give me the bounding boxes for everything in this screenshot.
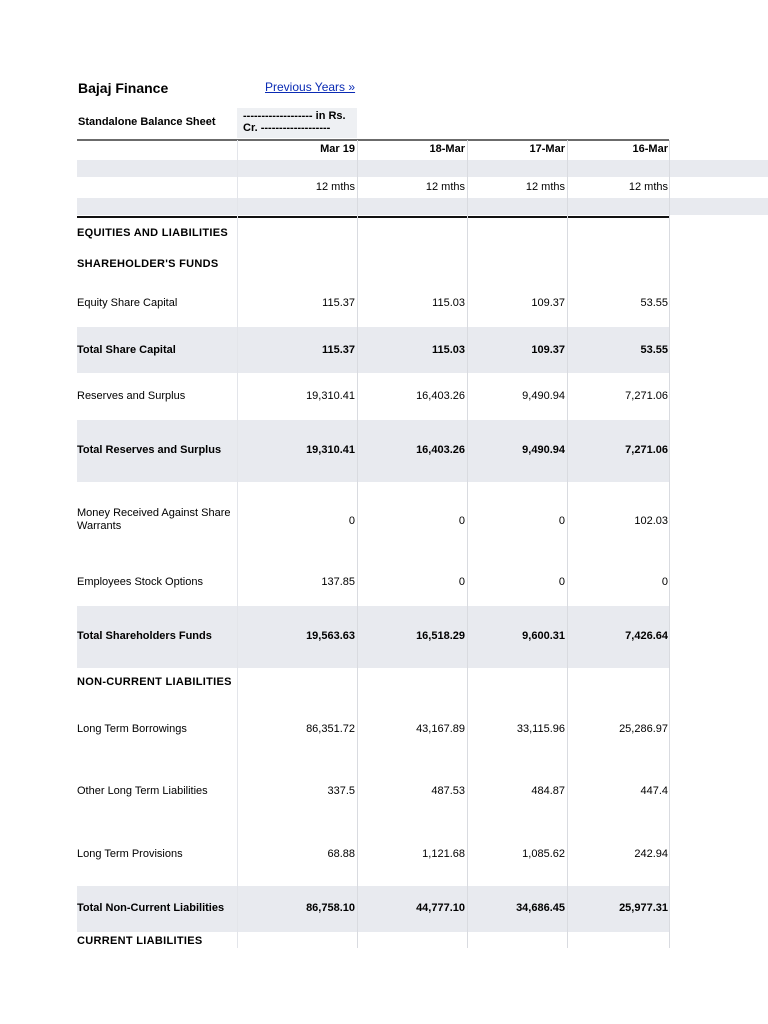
section-heading: SHAREHOLDER'S FUNDS (77, 258, 219, 270)
column-header: 16-Mar (632, 143, 668, 155)
value-cell: 9,490.94 (522, 444, 565, 456)
period-cell: 12 mths (628, 181, 668, 193)
value-cell: 19,310.41 (306, 444, 355, 456)
column-line (357, 140, 358, 948)
column-line (237, 140, 238, 948)
spacer-band (77, 198, 768, 215)
value-cell: 68.88 (327, 848, 355, 860)
value-cell: 86,351.72 (306, 723, 355, 735)
row-label: Reserves and Surplus (77, 390, 186, 402)
period-cell: 12 mths (425, 181, 465, 193)
value-cell: 43,167.89 (416, 723, 465, 735)
column-line (567, 140, 568, 948)
value-cell: 0 (458, 576, 465, 588)
value-cell: 115.03 (431, 344, 465, 356)
value-cell: 34,686.45 (516, 902, 565, 914)
section-heading: CURRENT LIABILITIES (77, 935, 203, 947)
value-cell: 109.37 (531, 344, 565, 356)
value-cell: 102.03 (634, 515, 668, 527)
value-cell: 16,403.26 (416, 444, 465, 456)
column-line (467, 140, 468, 948)
value-cell: 9,490.94 (522, 390, 565, 402)
value-cell: 86,758.10 (306, 902, 355, 914)
value-cell: 109.37 (531, 297, 565, 309)
value-cell: 0 (458, 515, 465, 527)
value-cell: 53.55 (640, 297, 668, 309)
value-cell: 9,600.31 (522, 630, 565, 642)
value-cell: 16,518.29 (416, 630, 465, 642)
period-cell: 12 mths (525, 181, 565, 193)
value-cell: 484.87 (531, 785, 565, 797)
value-cell: 44,777.10 (416, 902, 465, 914)
value-cell: 115.37 (321, 344, 355, 356)
row-label: Total Reserves and Surplus (77, 444, 222, 456)
row-label: Money Received Against Share Warrants (77, 507, 231, 532)
value-cell: 25,286.97 (619, 723, 668, 735)
sheet-title: Standalone Balance Sheet (78, 116, 216, 128)
header-divider (77, 139, 669, 141)
value-cell: 16,403.26 (416, 390, 465, 402)
row-label: Total Share Capital (77, 344, 176, 356)
value-cell: 7,426.64 (625, 630, 668, 642)
value-cell: 0 (661, 576, 668, 588)
row-label: Total Non-Current Liabilities (77, 902, 225, 914)
value-cell: 25,977.31 (619, 902, 668, 914)
value-cell: 1,121.68 (422, 848, 465, 860)
section-heading: EQUITIES AND LIABILITIES (77, 227, 229, 239)
value-cell: 7,271.06 (625, 390, 668, 402)
value-cell: 242.94 (634, 848, 668, 860)
company-name: Bajaj Finance (78, 80, 169, 96)
row-label: Other Long Term Liabilities (77, 785, 208, 797)
section-heading: NON-CURRENT LIABILITIES (77, 676, 232, 688)
column-header: 18-Mar (429, 143, 465, 155)
column-header: 17-Mar (529, 143, 565, 155)
value-cell: 0 (348, 515, 355, 527)
value-cell: 19,563.63 (306, 630, 355, 642)
period-cell: 12 mths (315, 181, 355, 193)
row-label: Equity Share Capital (77, 297, 178, 309)
value-cell: 337.5 (327, 785, 355, 797)
column-header: Mar 19 (320, 143, 355, 155)
value-cell: 33,115.96 (516, 723, 565, 735)
value-cell: 447.4 (640, 785, 668, 797)
value-cell: 0 (558, 576, 565, 588)
value-cell: 115.03 (432, 297, 465, 309)
value-cell: 487.53 (431, 785, 465, 797)
section-divider (77, 216, 669, 218)
value-cell: 53.55 (640, 344, 668, 356)
value-cell: 1,085.62 (522, 848, 565, 860)
value-cell: 0 (558, 515, 565, 527)
row-label: Long Term Provisions (77, 848, 183, 860)
units-label: ------------------- in Rs. Cr. ------------------- (243, 110, 346, 134)
value-cell: 19,310.41 (306, 390, 355, 402)
row-label: Long Term Borrowings (77, 723, 187, 735)
spacer-band (77, 160, 768, 177)
row-label: Employees Stock Options (77, 576, 203, 588)
value-cell: 137.85 (321, 576, 355, 588)
value-cell: 115.37 (322, 297, 355, 309)
value-cell: 7,271.06 (625, 444, 668, 456)
column-line (669, 140, 670, 948)
row-label: Total Shareholders Funds (77, 630, 212, 642)
previous-years-link[interactable]: Previous Years » (265, 80, 356, 94)
